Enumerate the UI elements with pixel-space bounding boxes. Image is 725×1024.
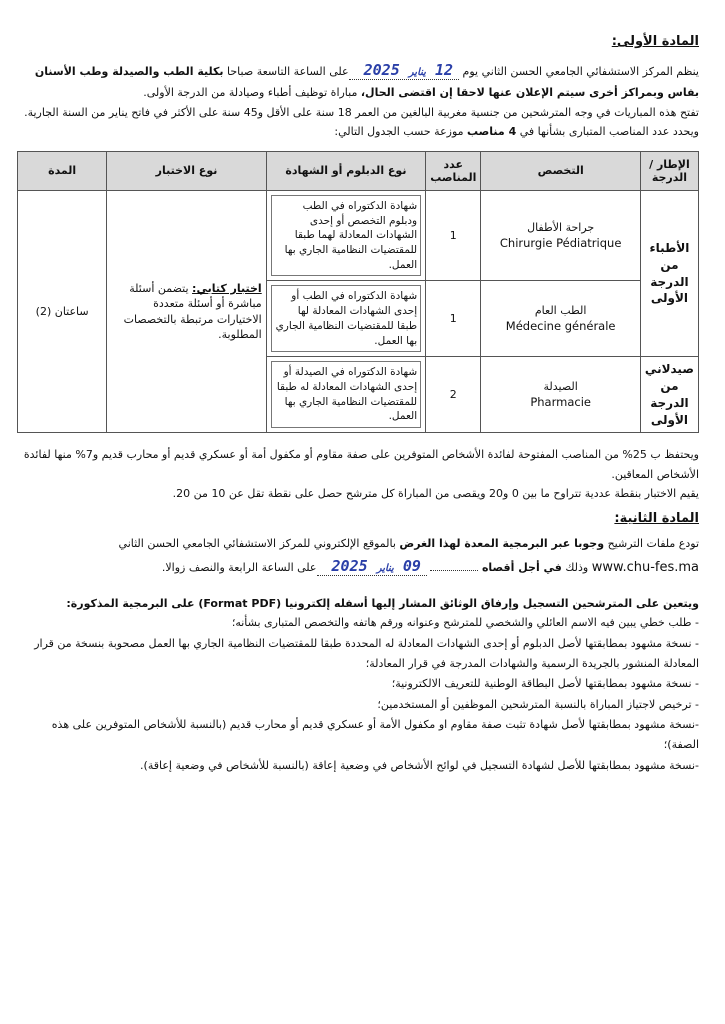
exam-date-stamp: 12 يناير 2025 [349,61,459,80]
list-item: -نسخة مشهود بمطابقتها لأصل شهادة تثبت صفة مقاوم او مكفول الأمة أو عسكري قديم أو محارب قديم (بالنسبة للأشخاص المتوفرين على هذه الصفة)؛ [51,718,699,752]
header-duration: المدة [18,152,107,191]
header-category: الإطار / الدرجة [640,152,698,191]
table-header-row [18,152,699,191]
diploma-cell: شهادة الدكتوراه في الطب ودبلوم التخصص أو إحدى الشهادات المعادلة لهما طبقا للمقتضيات النظامية الجاري بها العمل. [266,191,425,281]
header-diploma: نوع الدبلوم أو الشهادة [266,152,425,191]
specialty-cell: جراحة الأطفال Chirurgie Pédiatrique [481,191,640,281]
exam-type-cell: اختبار كتابي: يتضمن أسئلة مباشرة أو أسئلة متعددة الاختيارات مرتبطة بالتخصصات المطلوبة. [107,191,266,433]
table-row [18,191,699,281]
specialty-cell: الصيدلة Pharmacie [481,357,640,433]
deadline-date-stamp: 09 يناير 2025 [317,557,427,576]
header-count: عدد المناصب [426,152,481,191]
count-cell: 1 [426,191,481,281]
reserved-quota-paragraph: ويحتفظ ب 25% من المناصب المفتوحة لفائدة الأشخاص المتوفرين على صفة مقاوم أو مكفول أمة أو عسكري قديم أو محارب قديم و7% منها لفائدة الأشخاص المعاقين. [23,448,699,481]
specialty-cell: الطب العام Médecine générale [481,281,640,357]
article-1-paragraph-2: تفتح هذه المباريات في وجه المترشحين من جنسية مغربية البالغين من العمر 18 سنة على الأقل و45 سنة على الأكثر في فاتح يناير من السنة الجارية. [24,105,699,119]
count-cell: 2 [426,357,481,433]
diploma-cell: شهادة الدكتوراه في الطب أو إحدى الشهادات المعادلة لها طبقا للمقتضيات النظامية الجاري بها العمل. [266,281,425,357]
article-2-heading: المادة الثانية: [614,511,699,527]
header-exam: نوع الاختبار [107,152,266,191]
article-2-paragraph-3: ويتعين على المترشحين التسجيل وإرفاق الوثائق المشار إليها أسفله إلكترونيا (Format PDF) على البرمجية المذكورة: [66,597,699,611]
count-cell: 1 [426,281,481,357]
list-item: - ترخيص لاجتياز المباراة بالنسبة المترشحين الموظفين أو المستخدمين؛ [377,697,699,711]
website-link[interactable]: www.chu-fes.ma [591,560,699,576]
list-item: - نسخة مشهود بمطابقتها لأصل الدبلوم أو إحدى الشهادات المعادلة له المحددة طبقا للمقتضيات النظامية الجاري بها العمل مصحوبة بنسخة من قرار المعادلة المنشور بالجريدة الرسمية والشهادات المدرجة في قرار المعادلة؛ [34,636,699,671]
article-1-paragraph-3: ويحدد عدد المناصب المتبارى بشأنها في 4 مناصب موزعة حسب الجدول التالي: [334,124,699,138]
list-item: - نسخة مشهود بمطابقتها لأصل البطاقة الوطنية للتعريف الالكترونية؛ [391,677,699,691]
article-2-paragraph-1: تودع ملفات الترشيح وجوبا عبر البرمجية المعدة لهذا الغرض بالموقع الإلكتروني للمركز الاستشفائي الجامعي الحسن الثاني [118,537,699,551]
category-pharmacist: صيدلاني من الدرجة الأولى [640,357,698,433]
article-2-paragraph-2: www.chu-fes.ma وذلك في أجل أقصاه 09 يناير 2025 على الساعة الرابعة والنصف زوالا. [161,557,699,576]
article-1-paragraph-1: ينظم المركز الاستشفائي الجامعي الحسن الثاني يوم 12 يناير 2025 على الساعة التاسعة صباحا بكلية الطب والصيدلة وطب الأسنان بفاس وبمراكز أخرى سيتم الإعلان عنها لاحقا إن اقتضى الحال، مباراة توظيف أطباء وصيادلة من الدرجة الأولى. [34,61,699,100]
required-documents-list [20,613,699,776]
list-item: -نسخة مشهود بمطابقتها للأصل لشهادة التسجيل في لوائح الأشخاص في وضعية إعاقة (بالنسبة للأشخاص في وضعية إعاقة). [140,758,699,772]
positions-table [17,151,699,433]
list-item: - طلب خطي يبين فيه الاسم العائلي والشخصي للمترشح وعنوانه ورقم هاتفه والتخصص المتبارى بشأنه؛ [231,616,699,630]
duration-cell: ساعتان (2) [18,191,107,433]
header-specialty: التخصص [481,152,640,191]
article-1-heading: المادة الأولى: [611,34,699,49]
category-doctors: الأطباء من الدرجة الأولى [640,191,698,357]
diploma-cell: شهادة الدكتوراه في الصيدلة أو إحدى الشهادات المعادلة له طبقا للمقتضيات النظامية الجاري بها العمل. [266,357,425,433]
grading-paragraph: يقيم الاختبار بنقطة عددية تتراوح ما بين 0 و20 ويقصى من المباراة كل مترشح حصل على نقطة تقل عن 10 من 20. [172,486,699,500]
